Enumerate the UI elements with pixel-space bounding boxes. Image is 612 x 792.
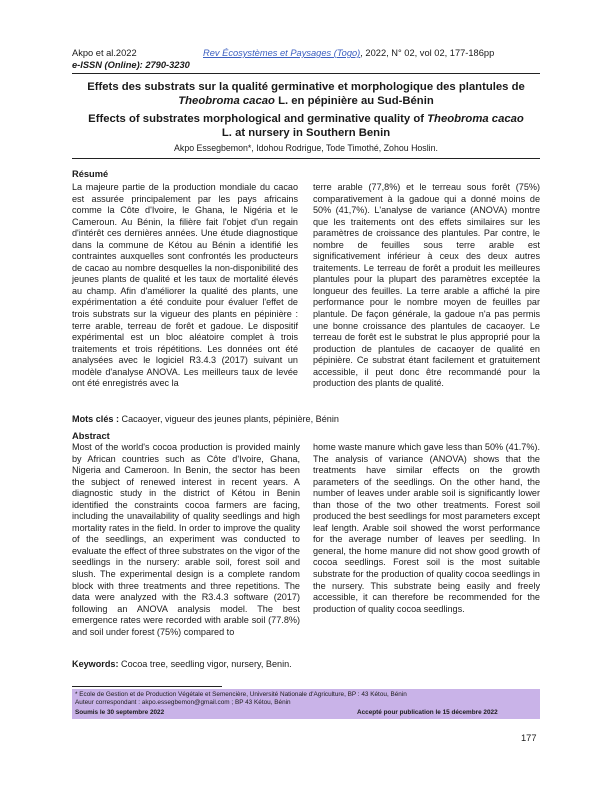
- title-english-species: Theobroma cacao: [427, 113, 524, 125]
- mots-cles-label: Mots clés :: [72, 414, 119, 424]
- footnote-affiliation: * Ecole de Gestion et de Production Végétale et Semencière, Université Nationale d'Agriculture, BP : 43 Kétou, Bénin: [75, 691, 407, 698]
- acceptance-date: Accepté pour publication le 15 décembre 2022: [357, 709, 498, 716]
- abstract-left-column: [72, 442, 300, 638]
- mots-cles: [72, 414, 339, 424]
- abstract-right-column: [313, 442, 540, 615]
- mots-cles-text: Cacaoyer, vigueur des jeunes plants, pépinière, Bénin: [119, 414, 339, 424]
- title-french: [72, 80, 540, 108]
- title-english: [72, 112, 540, 140]
- resume-left-column: [72, 182, 298, 390]
- authors-rule: [72, 158, 540, 159]
- resume-right-column: [313, 182, 540, 390]
- title-english-line1: [72, 112, 540, 126]
- footnote-rule: [72, 686, 222, 687]
- keywords-label: Keywords:: [72, 659, 119, 669]
- resume-left-text: La majeure partie de la production mondiale du cacao est assurée principalement par les pays africains comme la Côte d'Ivoire, le Ghana, le Nigéria et le Cameroun. Au Bénin, la filière fait l'objet d'un regain d'intérêt ces dernières années. Une étude diagnostique dans la commune de Kétou au Bénin a identifié les contraintes auxquelles sont confrontés les producteurs de cacao au nombre desquelles la non-disponibilité des jeunes plants de qualité et les taux de mortalité élevés au champ. Afin d'améliorer la qualité des plants, une expérimentation a été conduite pour évaluer l'effet de trois substrats sur la vigueur des plants en pépinière : terre arable, terreau de forêt et gadoue. Le dispositif expérimental est un bloc aléatoire complet à trois traitements et trois répétitions. Les données ont été analysées avec le logiciel R3.4.3 (2017) suivant un modèle d'analyse ANOVA. Les meilleurs taux de levée ont été enregistrés avec la: [72, 182, 298, 389]
- journal-link[interactable]: Rev Écosystèmes et Paysages (Togo): [203, 48, 361, 58]
- citation-header: Akpo et al.2022: [72, 48, 137, 58]
- abstract-heading: Abstract: [72, 431, 110, 441]
- submission-date: Soumis le 30 septembre 2022: [75, 709, 165, 716]
- issn: e-ISSN (Online): 2790-3230: [72, 60, 190, 70]
- resume-heading: Résumé: [72, 169, 109, 179]
- title-french-rest: L. en pépinière au Sud-Bénin: [274, 95, 434, 107]
- keywords: [72, 659, 292, 669]
- journal-reference: [203, 48, 494, 58]
- abstract-left-text: Most of the world's cocoa production is provided mainly by African countries such as Côte d'Ivoire, Ghana, Nigeria and Cameroon. In Benin, the sector has been the subject of renewed interest in recent years. A diagnostic study in the district of Kétou in Benin identified the constraints cocoa farmers are facing, including the unavailability of quality seedlings and high mortality rates in the field. In order to improve the quality of the seedlings, an experiment was conducted to evaluate the effect of three substrates on the vigor of the seedlings in the nursery: arable soil, forest soil and slush. The experimental design is a complete random block with three treatments and three repetitions. The data were analyzed with the R3.4.3 software (2017) following an ANOVA analysis model. The best emergence rates were recorded with arable soil (77.8%) and soil under forest (75%) compared to: [72, 442, 300, 637]
- authors: Akpo Essegbemon*, Idohou Rodrigue, Tode Timothé, Zohou Hoslin.: [174, 143, 438, 153]
- title-french-line2: [72, 94, 540, 108]
- keywords-text: Cocoa tree, seedling vigor, nursery, Benin.: [118, 659, 292, 669]
- title-english-pre: Effects of substrates morphological and germinative quality of: [88, 113, 428, 125]
- journal-details: , 2022, N° 02, vol 02, 177-186pp: [360, 48, 495, 58]
- resume-right-text: terre arable (77,8%) et le terreau sous forêt (75%) comparativement à la gadoue qui a donné moins de 50% (41,7%). L'analyse de variance (ANOVA) montre que les traitements ont des effets similaires sur les paramètres de croissance des plantules. Par contre, le nombre de feuilles sous terre arable est significativement inférieur à ceux des deux autres traitements. Le terreau de forêt a produit les meilleures plantules pour la plupart des paramètres exceptée la longueur des feuilles. La terre arable a affiché la pire performance pour le nombre moyen de feuilles par plantule. De façon générale, la gadoue n'a pas permis une bonne croissance des plantules de cacaoyer. Le terreau de forêt est le substrat le plus approprié pour la production de plantules de cacaoyer de qualité en pépinière. Ce substrat étant facilement et gratuitement accessible, il peut donc être recommandé pour la production des plants de qualité.: [313, 182, 540, 389]
- title-english-line2: L. at nursery in Southern Benin: [221, 127, 391, 139]
- footnote-correspondent: Auteur correspondant : akpo.essegbemon@gmail.com ; BP 43 Kétou, Bénin: [75, 699, 291, 706]
- page-number: 177: [521, 733, 537, 743]
- title-french-species: Theobroma cacao: [178, 95, 275, 107]
- abstract-right-text: home waste manure which gave less than 50% (41.7%). The analysis of variance (ANOVA) shows that the treatments have similar effects on the growth parameters of the seedlings. On the other hand, the number of leaves under arable soil is significantly lower than those of the two other treatments. Forest soil produced the best seedlings for most parameters except leaf length. Arable soil showed the worst performance for the average number of leaves per seedling. In general, the home manure did not show good growth of cocoa seedlings. Forest soil is the most suitable substrate for the production of quality cocoa seedlings in the nursery. This substrate being easily and freely accessible, it can therefore be recommended for the production of quality cocoa seedlings.: [313, 442, 540, 614]
- title-french-line1: Effets des substrats sur la qualité germinative et morphologique des plantules de: [87, 81, 525, 93]
- header-rule: [72, 73, 540, 74]
